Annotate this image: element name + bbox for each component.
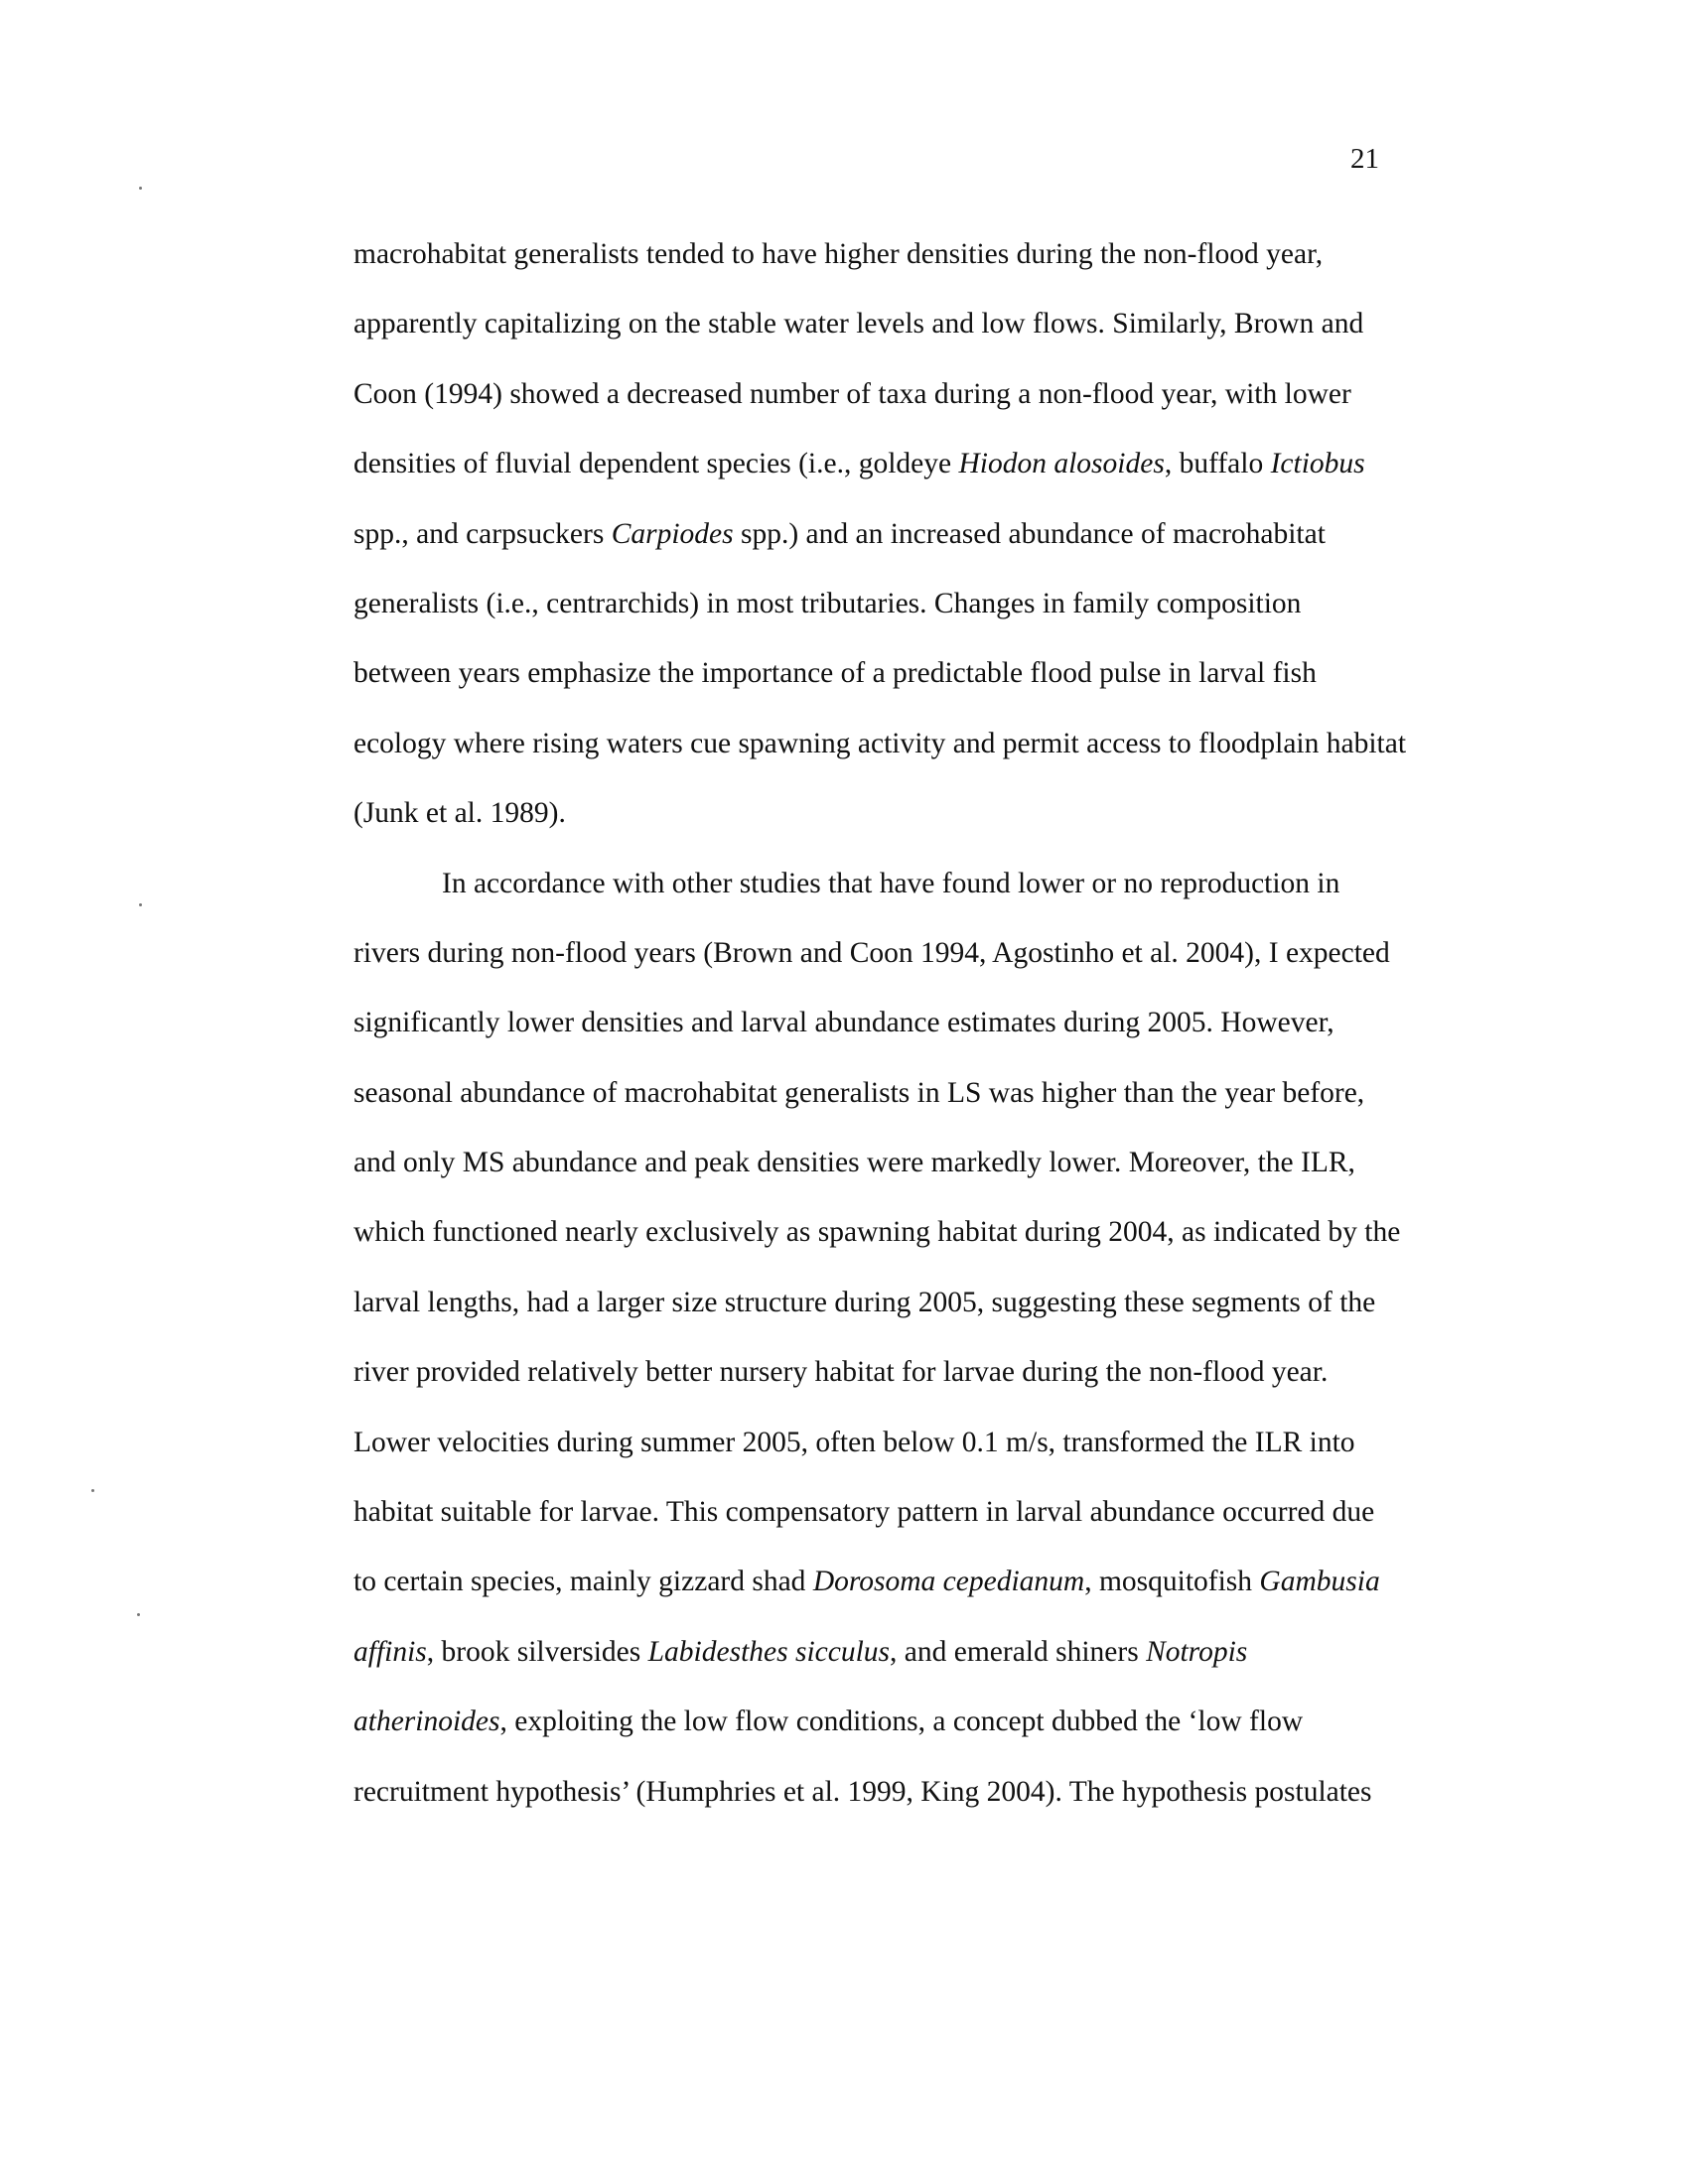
text-segment: Coon (1994) showed a decreased number of taxa during a non-flood year, with lower	[353, 377, 1351, 410]
text-line	[353, 1197, 1446, 1267]
italic-species-name: Ictiobus	[1270, 448, 1365, 480]
text-segment: between years emphasize the importance of a predictable flood pulse in larval fish	[353, 657, 1317, 690]
text-line	[353, 1687, 1446, 1756]
text-segment: densities of fluvial dependent species (i.e., goldeye	[353, 448, 959, 480]
text-segment: which functioned nearly exclusively as spawning habitat during 2004, as indicated by the	[353, 1216, 1401, 1249]
text-line	[353, 1128, 1446, 1197]
italic-species-name: atherinoides	[353, 1706, 500, 1738]
text-segment: , buffalo	[1164, 448, 1271, 480]
text-segment: significantly lower densities and larval abundance estimates during 2005. However,	[353, 1007, 1334, 1039]
text-line	[353, 1408, 1446, 1477]
text-segment: rivers during non-flood years (Brown and Coon 1994, Agostinho et al. 2004), I expected	[353, 936, 1390, 969]
italic-species-name: Dorosoma cepedianum	[812, 1566, 1085, 1598]
scan-speck	[91, 1489, 94, 1492]
text-segment: spp.) and an increased abundance of macrohabitat	[733, 517, 1326, 550]
text-segment: spp., and carpsuckers	[353, 517, 612, 550]
text-segment: Lower velocities during summer 2005, often below 0.1 m/s, transformed the ILR into	[353, 1426, 1355, 1458]
text-line	[353, 709, 1446, 778]
scan-speck	[139, 187, 142, 190]
text-segment: , exploiting the low flow conditions, a concept dubbed the ‘low flow	[499, 1706, 1304, 1738]
italic-species-name: Hiodon alosoides	[958, 448, 1165, 480]
text-line	[353, 1337, 1446, 1407]
text-segment: (Junk et al. 1989).	[353, 797, 566, 830]
text-segment: generalists (i.e., centrarchids) in most tributaries. Changes in family composition	[353, 587, 1302, 619]
page-number: 21	[1350, 143, 1379, 175]
text-segment: seasonal abundance of macrohabitat generalists in LS was higher than the year before,	[353, 1076, 1365, 1109]
text-segment: , and emerald shiners	[890, 1635, 1147, 1668]
text-segment: habitat suitable for larvae. This compensatory pattern in larval abundance occurred due	[353, 1496, 1375, 1529]
text-line	[353, 499, 1446, 569]
text-segment: macrohabitat generalists tended to have higher densities during the non-flood year,	[353, 238, 1324, 270]
scan-speck	[139, 903, 142, 906]
text-line	[353, 1268, 1446, 1337]
italic-species-name: Notropis	[1146, 1635, 1248, 1668]
italic-species-name: Labidesthes sicculus	[647, 1635, 891, 1668]
text-line	[353, 988, 1446, 1057]
text-line	[353, 359, 1446, 429]
body-text	[353, 219, 1446, 1827]
text-line	[353, 1477, 1446, 1547]
text-line	[353, 918, 1446, 988]
text-line	[353, 778, 1446, 848]
text-line	[353, 219, 1446, 289]
italic-species-name: Gambusia	[1259, 1566, 1380, 1598]
text-segment: to certain species, mainly gizzard shad	[353, 1566, 813, 1598]
text-segment: recruitment hypothesis’ (Humphries et al. 1999, King 2004). The hypothesis postulates	[353, 1775, 1372, 1808]
text-segment: , mosquitofish	[1084, 1566, 1260, 1598]
text-line	[353, 569, 1446, 638]
text-line	[353, 289, 1446, 358]
text-line	[353, 429, 1446, 498]
text-line	[353, 1547, 1446, 1616]
text-line	[353, 1617, 1446, 1687]
text-line	[353, 849, 1446, 918]
text-line	[353, 1757, 1446, 1827]
text-segment: In accordance with other studies that have found lower or no reproduction in	[442, 867, 1340, 899]
text-segment: and only MS abundance and peak densities were markedly lower. Moreover, the ILR,	[353, 1147, 1355, 1179]
text-segment: larval lengths, had a larger size structure during 2005, suggesting these segments of the	[353, 1286, 1376, 1318]
text-segment: ecology where rising waters cue spawning activity and permit access to floodplain habitat	[353, 727, 1407, 759]
text-line	[353, 638, 1446, 708]
italic-species-name: affinis	[353, 1635, 427, 1668]
text-segment: river provided relatively better nursery habitat for larvae during the non-flood year.	[353, 1356, 1329, 1389]
text-segment: apparently capitalizing on the stable water levels and low flows. Similarly, Brown and	[353, 308, 1364, 341]
scan-speck	[137, 1613, 140, 1616]
italic-species-name: Carpiodes	[611, 517, 734, 550]
text-line	[353, 1058, 1446, 1128]
text-segment: , brook silversides	[426, 1635, 648, 1668]
